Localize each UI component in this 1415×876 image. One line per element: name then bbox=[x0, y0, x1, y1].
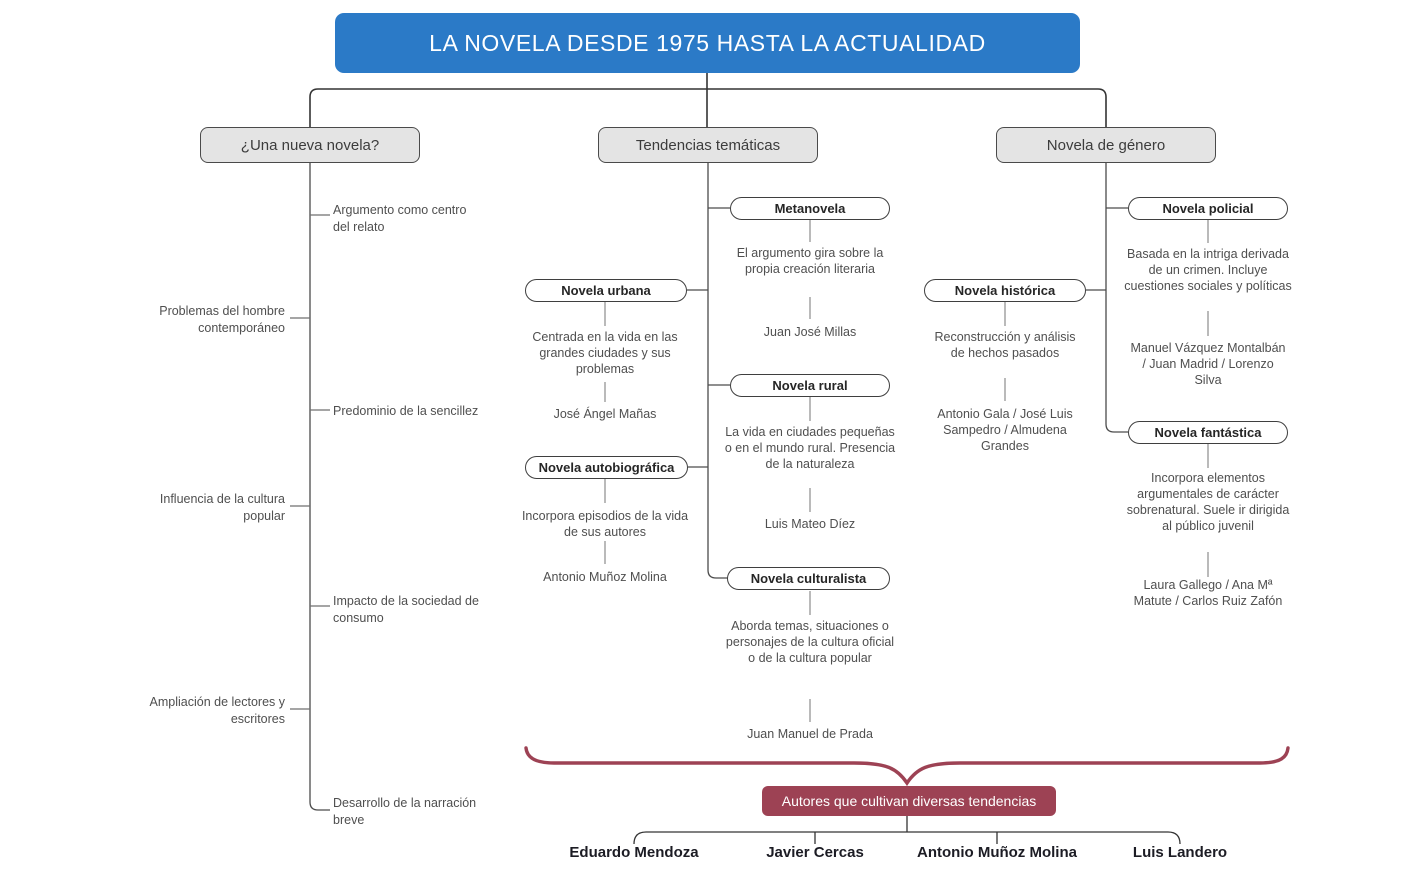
node-metanovela: Metanovela bbox=[730, 197, 890, 220]
footer-banner: Autores que cultivan diversas tendencias bbox=[762, 786, 1056, 816]
node-novela-urbana: Novela urbana bbox=[525, 279, 687, 302]
nueva-item-sencillez: Predominio de la sencillez bbox=[333, 404, 479, 418]
novela-autobiografica-description: Incorpora episodios de la vida de sus autores bbox=[521, 509, 689, 539]
novela-autobiografica-authors: Antonio Muñoz Molina bbox=[543, 570, 667, 584]
node-novela-culturalista: Novela culturalista bbox=[727, 567, 890, 590]
novela-urbana-authors: José Ángel Mañas bbox=[553, 407, 657, 421]
footer-author-landero: Luis Landero bbox=[1132, 844, 1228, 861]
node-novela-historica: Novela histórica bbox=[924, 279, 1086, 302]
nueva-item-problemas: Problemas del hombre contemporáneo bbox=[159, 304, 285, 335]
novela-policial-authors: Manuel Vázquez Montalbán / Juan Madrid / Lorenzo Silva bbox=[1130, 341, 1286, 387]
metanovela-authors: Juan José Millas bbox=[763, 325, 857, 339]
diagram-title: LA NOVELA DESDE 1975 HASTA LA ACTUALIDAD bbox=[335, 13, 1080, 73]
node-novela-rural: Novela rural bbox=[730, 374, 890, 397]
novela-rural-authors: Luis Mateo Díez bbox=[764, 517, 856, 531]
novela-historica-description: Reconstrucción y análisis de hechos pasados bbox=[934, 330, 1076, 360]
novela-culturalista-authors: Juan Manuel de Prada bbox=[747, 727, 873, 741]
nueva-item-narracion-breve: Desarrollo de la narración breve bbox=[333, 796, 477, 827]
novela-culturalista-description: Aborda temas, situaciones o personajes de la cultura oficial o de la cultura popular bbox=[725, 619, 895, 665]
branch-header-genero: Novela de género bbox=[996, 127, 1216, 163]
nueva-item-cultura-popular: Influencia de la cultura popular bbox=[159, 492, 285, 523]
nueva-item-sociedad-consumo: Impacto de la sociedad de consumo bbox=[333, 594, 479, 625]
branch-header-tendencias: Tendencias temáticas bbox=[598, 127, 818, 163]
branch-header-nueva-novela: ¿Una nueva novela? bbox=[200, 127, 420, 163]
novela-rural-description: La vida en ciudades pequeñas o en el mundo rural. Presencia de la naturaleza bbox=[724, 425, 896, 471]
novela-fantastica-authors: Laura Gallego / Ana Mª Matute / Carlos Ruiz Zafón bbox=[1133, 578, 1283, 608]
node-novela-autobiografica: Novela autobiográfica bbox=[525, 456, 688, 479]
node-novela-policial: Novela policial bbox=[1128, 197, 1288, 220]
footer-author-cercas: Javier Cercas bbox=[766, 844, 864, 861]
nueva-item-argumento: Argumento como centro del relato bbox=[333, 203, 467, 234]
footer-author-munoz-molina: Antonio Muñoz Molina bbox=[917, 844, 1077, 861]
metanovela-description: El argumento gira sobre la propia creación literaria bbox=[736, 246, 884, 276]
novela-fantastica-description: Incorpora elementos argumentales de carácter sobrenatural. Suele ir dirigida al público juvenil bbox=[1126, 471, 1290, 533]
novela-policial-description: Basada en la intriga derivada de un crimen. Incluye cuestiones sociales y políticas bbox=[1124, 247, 1292, 293]
nueva-item-lectores: Ampliación de lectores y escritores bbox=[149, 695, 285, 726]
novela-urbana-description: Centrada en la vida en las grandes ciudades y sus problemas bbox=[532, 330, 678, 376]
footer-author-mendoza: Eduardo Mendoza bbox=[569, 844, 699, 861]
node-novela-fantastica: Novela fantástica bbox=[1128, 421, 1288, 444]
brace bbox=[526, 748, 1288, 783]
novela-historica-authors: Antonio Gala / José Luis Sampedro / Almudena Grandes bbox=[937, 407, 1073, 453]
